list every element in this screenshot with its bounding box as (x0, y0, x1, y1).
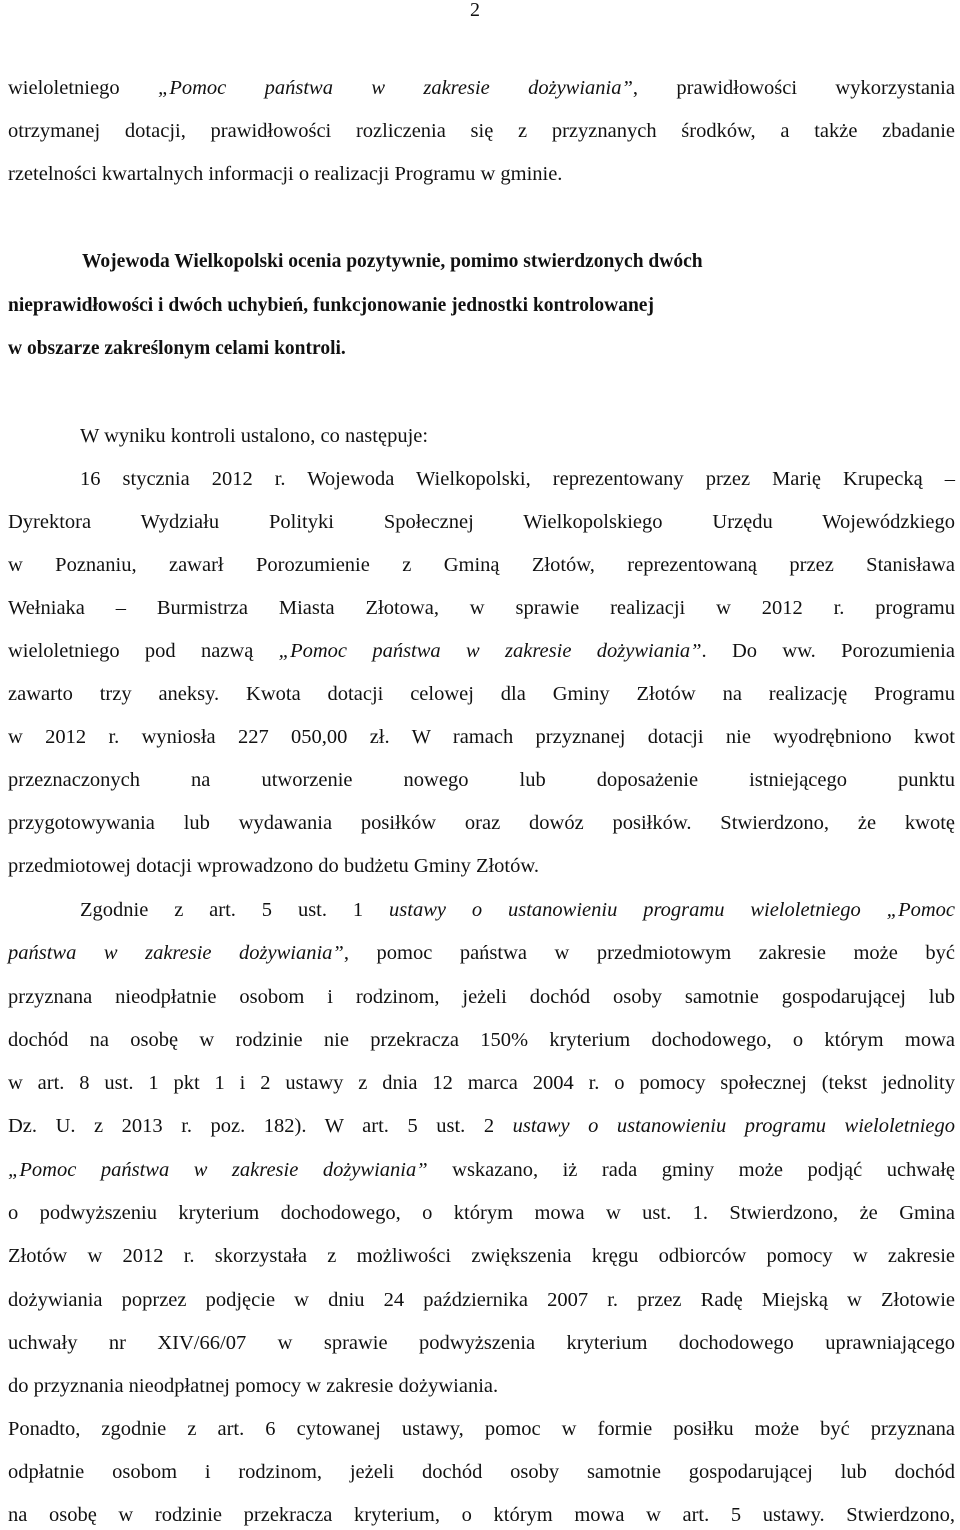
text-line: Złotów w 2012 r. skorzystała z możliwości zwiększenia kręgu odbiorców pomocy w zakresie (8, 1245, 955, 1267)
text-line: wieloletniego pod nazwą „Pomoc państwa w zakresie dożywiania”. Do ww. Porozumienia (8, 640, 955, 662)
text-line: Wełniaka – Burmistrza Miasta Złotowa, w sprawie realizacji w 2012 r. programu (8, 597, 955, 619)
assessment-line: w obszarze zakreślonym celami kontroli. (8, 338, 346, 359)
text-line: 16 stycznia 2012 r. Wojewoda Wielkopolski, reprezentowany przez Marię Krupecką – (80, 468, 955, 490)
text-line: na osobę w rodzinie przekracza kryterium, o którym mowa w art. 5 ustawy. Stwierdzono, (8, 1504, 955, 1526)
text-line: Zgodnie z art. 5 ust. 1 ustawy o ustanowieniu programu wieloletniego „Pomoc (80, 899, 955, 921)
text-line: w Poznaniu, zawarł Porozumienie z Gminą Złotów, reprezentowaną przez Stanisława (8, 554, 955, 576)
text-line: państwa w zakresie dożywiania”, pomoc państwa w przedmiotowym zakresie może być (8, 942, 955, 964)
text-line: Ponadto, zgodnie z art. 6 cytowanej ustawy, pomoc w formie posiłku może być przyznana (8, 1418, 955, 1440)
findings-intro: W wyniku kontroli ustalono, co następuje: (80, 425, 429, 447)
text-line: przeznaczonych na utworzenie nowego lub doposażenie istniejącego punktu (8, 769, 955, 791)
text-line: przygotowywania lub wydawania posiłków oraz dowóz posiłków. Stwierdzono, że kwotę (8, 812, 955, 834)
text-line: do przyznania nieodpłatnej pomocy w zakresie dożywiania. (8, 1375, 499, 1397)
text-line: wieloletniego „Pomoc państwa w zakresie dożywiania”, prawidłowości wykorzystania (8, 77, 955, 99)
text-line: odpłatnie osobom i rodzinom, jeżeli dochód osoby samotnie gospodarującej lub dochód (8, 1461, 955, 1483)
text-line: dożywiania poprzez podjęcie w dniu 24 października 2007 r. przez Radę Miejską w Złotowie (8, 1289, 955, 1311)
page-number: 2 (470, 0, 480, 21)
text-line: przyznana nieodpłatnie osobom i rodzinom, jeżeli dochód osoby samotnie gospodarującej lub (8, 986, 955, 1008)
text-line: otrzymanej dotacji, prawidłowości rozliczenia się z przyznanych środków, a także zbadanie (8, 120, 955, 142)
text-line: rzetelności kwartalnych informacji o realizacji Programu w gminie. (8, 163, 563, 185)
text-line: Dz. U. z 2013 r. poz. 182). W art. 5 ust. 2 ustawy o ustanowieniu programu wieloletniego (8, 1115, 955, 1137)
text-line: zawarto trzy aneksy. Kwota dotacji celowej dla Gminy Złotów na realizację Programu (8, 683, 955, 705)
text-line: dochód na osobę w rodzinie nie przekracza 150% kryterium dochodowego, o którym mowa (8, 1029, 955, 1051)
text-line: w art. 8 ust. 1 pkt 1 i 2 ustawy z dnia 12 marca 2004 r. o pomocy społecznej (tekst jednolity (8, 1072, 955, 1094)
text-line: Dyrektora Wydziału Polityki Społecznej Wielkopolskiego Urzędu Wojewódzkiego (8, 511, 955, 533)
text-line: uchwały nr XIV/66/07 w sprawie podwyższenia kryterium dochodowego uprawniającego (8, 1332, 955, 1354)
text-line: w 2012 r. wyniosła 227 050,00 zł. W ramach przyznanej dotacji nie wyodrębniono kwot (8, 726, 955, 748)
text-line: „Pomoc państwa w zakresie dożywiania” wskazano, iż rada gminy może podjąć uchwałę (8, 1159, 955, 1181)
text-line: przedmiotowej dotacji wprowadzono do budżetu Gminy Złotów. (8, 855, 539, 877)
text-line: o podwyższeniu kryterium dochodowego, o którym mowa w ust. 1. Stwierdzono, że Gmina (8, 1202, 955, 1224)
assessment-line: nieprawidłowości i dwóch uchybień, funkcjonowanie jednostki kontrolowanej (8, 295, 654, 316)
assessment-line: Wojewoda Wielkopolski ocenia pozytywnie, pomimo stwierdzonych dwóch (82, 251, 703, 272)
